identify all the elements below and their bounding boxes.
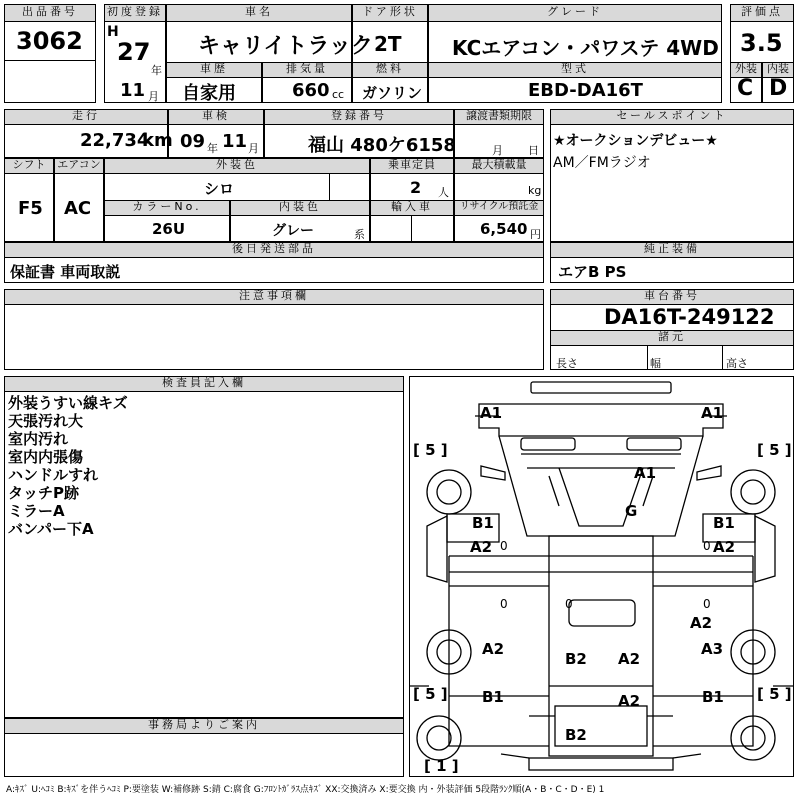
- notes-cell: [4, 304, 544, 370]
- mileage-label: 走行: [4, 109, 168, 125]
- later-parts-label: 後日発送部品: [4, 242, 544, 258]
- grade: KCエアコン・パワステ 4WD: [452, 36, 719, 60]
- zero-mark: 0: [703, 597, 711, 611]
- damage-mark: A2: [618, 692, 641, 710]
- damage-mark: A2: [482, 640, 505, 658]
- height-label: 高さ: [726, 357, 748, 370]
- door-type-label: ドア形状: [352, 4, 428, 22]
- damage-mark: A1: [701, 404, 724, 422]
- chassis-number-label: 車台番号: [550, 289, 794, 305]
- chassis-number: DA16T-249122: [604, 305, 775, 329]
- damage-mark: A3: [701, 640, 724, 658]
- tire-tread-rear-right: [ 5 ]: [757, 685, 792, 703]
- tire-tread-front-right: [ 5 ]: [757, 441, 792, 459]
- damage-mark: A2: [690, 614, 713, 632]
- history-label: 車歴: [166, 62, 262, 78]
- interior-color-unit: 系: [354, 228, 365, 241]
- damage-mark: B1: [482, 688, 504, 706]
- car-name: キャリイトラック: [198, 34, 373, 59]
- width-label: 幅: [650, 357, 661, 370]
- plate-number: 福山 480ケ6158: [308, 135, 456, 156]
- recycle-label: リサイクル預託金: [454, 200, 544, 216]
- damage-mark: B1: [713, 514, 735, 532]
- office-notice-label: 事務局よりご案内: [4, 718, 404, 734]
- damage-mark: G: [625, 502, 638, 520]
- exterior-grade-label: 外装: [730, 62, 762, 78]
- damage-mark: A2: [618, 650, 641, 668]
- sales-point-1: ★オークションデビュー★: [553, 133, 718, 149]
- sales-point-label: セールスポイント: [550, 109, 794, 125]
- lot-number: 3062: [16, 27, 83, 55]
- exterior-color-label: 外装色: [104, 158, 370, 174]
- lot-number-label: 出品番号: [4, 4, 96, 22]
- exterior-color-extra-cell: [329, 173, 370, 201]
- inspection-month: 11: [222, 131, 248, 152]
- model-label: 型式: [428, 62, 722, 78]
- notes-label: 注意事項欄: [4, 289, 544, 305]
- plate-label: 登録番号: [264, 109, 454, 125]
- interior-grade-label: 内装: [762, 62, 794, 78]
- interior-grade: D: [769, 76, 788, 101]
- damage-mark: A2: [470, 538, 493, 556]
- capacity-unit: 人: [438, 186, 449, 199]
- shift-label: シフト: [4, 158, 54, 174]
- zero-mark: 0: [500, 539, 508, 553]
- vehicle-diagram: [409, 376, 794, 777]
- recycle-unit: 円: [530, 228, 541, 241]
- inspection-year: 09: [180, 131, 206, 152]
- damage-mark: B1: [472, 514, 494, 532]
- inspection-month-unit: 月: [248, 142, 259, 155]
- year-unit: 年: [151, 64, 162, 77]
- history: 自家用: [182, 83, 236, 104]
- transfer-month-unit: 月: [492, 144, 503, 157]
- import-cell-a: [370, 215, 412, 242]
- inspector-note: 天張汚れ大: [8, 412, 84, 430]
- damage-mark: A1: [480, 404, 503, 422]
- max-load-label: 最大積載量: [454, 158, 544, 174]
- inspector-note: 外装うすい線キズ: [8, 394, 128, 412]
- door-type: 2T: [374, 32, 402, 56]
- import-cell-b: [411, 215, 454, 242]
- max-load-unit: kg: [528, 184, 542, 197]
- sales-point-2: AM／FMラジオ: [553, 155, 651, 171]
- inspector-note: タッチP跡: [8, 484, 79, 502]
- transfer-day-unit: 日: [528, 144, 539, 157]
- later-parts: 保証書 車両取説: [10, 263, 121, 281]
- registration-year: 27: [117, 38, 151, 66]
- legend: A:ｷｽﾞ U:ﾍｺﾐ B:ｷｽﾞを伴うﾍｺﾐ P:要塗装 W:補修跡 S:錆 C:腐食 G:ﾌﾛﾝﾄｶﾞﾗｽ点ｷｽﾞ XX:交換済み X:要交換 内・外装評価 5段階ﾗﾝｸ順(A・B・C・D・E) 1: [6, 785, 605, 795]
- zero-mark: 0: [565, 597, 573, 611]
- mileage-unit: km: [142, 130, 173, 151]
- inspector-note: ハンドルすれ: [8, 466, 99, 484]
- damage-mark: B2: [565, 726, 587, 744]
- capacity-label: 乗車定員: [370, 158, 454, 174]
- lot-blank-cell: [4, 60, 96, 103]
- capacity: 2: [410, 178, 422, 197]
- model: EBD-DA16T: [528, 80, 643, 101]
- grade-label: グレード: [428, 4, 722, 22]
- inspector-note: バンパー下A: [8, 520, 94, 538]
- office-notice-cell: [4, 733, 404, 777]
- displacement-unit: cc: [332, 88, 345, 101]
- import-label: 輸入車: [370, 200, 454, 216]
- inspector-notes-list: [8, 394, 128, 538]
- tire-tread-rear-left: [ 5 ]: [413, 685, 448, 703]
- mileage: 22,734: [80, 130, 150, 151]
- displacement-label: 排気量: [262, 62, 352, 78]
- fuel: ガソリン: [362, 84, 423, 102]
- genuine-equipment: エアB PS: [558, 263, 627, 281]
- tire-tread-front-left: [ 5 ]: [413, 441, 448, 459]
- transfer-deadline-label: 譲渡書類期限: [454, 109, 544, 125]
- inspector-notes-label: 検査員記入欄: [4, 376, 404, 392]
- zero-mark: 0: [500, 597, 508, 611]
- damage-mark: A1: [634, 464, 657, 482]
- dimensions-label: 諸元: [550, 330, 794, 346]
- interior-color-label: 内装色: [230, 200, 370, 216]
- damage-mark: A2: [713, 538, 736, 556]
- inspection-label: 車検: [168, 109, 264, 125]
- score: 3.5: [740, 29, 783, 57]
- fuel-label: 燃料: [352, 62, 428, 78]
- damage-mark: B1: [702, 688, 724, 706]
- interior-color: グレー: [272, 223, 314, 239]
- shift: F5: [18, 198, 43, 219]
- ac: AC: [64, 198, 92, 219]
- tire-tread-spare: [ 1 ]: [424, 757, 459, 775]
- first-registration-label: 初度登録: [104, 4, 166, 22]
- car-name-label: 車名: [166, 4, 352, 22]
- ac-label: エアコン: [54, 158, 104, 174]
- registration-month: 11: [120, 80, 146, 101]
- displacement: 660: [292, 80, 330, 101]
- exterior-grade: C: [737, 76, 754, 101]
- exterior-color: シロ: [204, 180, 235, 198]
- inspector-note: 室内内張傷: [8, 448, 84, 466]
- color-no-label: カラーNo.: [104, 200, 230, 216]
- inspection-year-unit: 年: [207, 142, 218, 155]
- length-label: 長さ: [556, 357, 578, 370]
- inspector-note: ミラーA: [8, 502, 65, 520]
- zero-mark: 0: [703, 539, 711, 553]
- recycle-fee: 6,540: [480, 220, 528, 238]
- era: H: [107, 24, 119, 40]
- month-unit: 月: [148, 90, 159, 103]
- score-label: 評価点: [730, 4, 794, 22]
- genuine-equipment-label: 純正装備: [550, 242, 794, 258]
- damage-mark: B2: [565, 650, 587, 668]
- inspector-note: 室内汚れ: [8, 430, 69, 448]
- color-no: 26U: [152, 220, 186, 238]
